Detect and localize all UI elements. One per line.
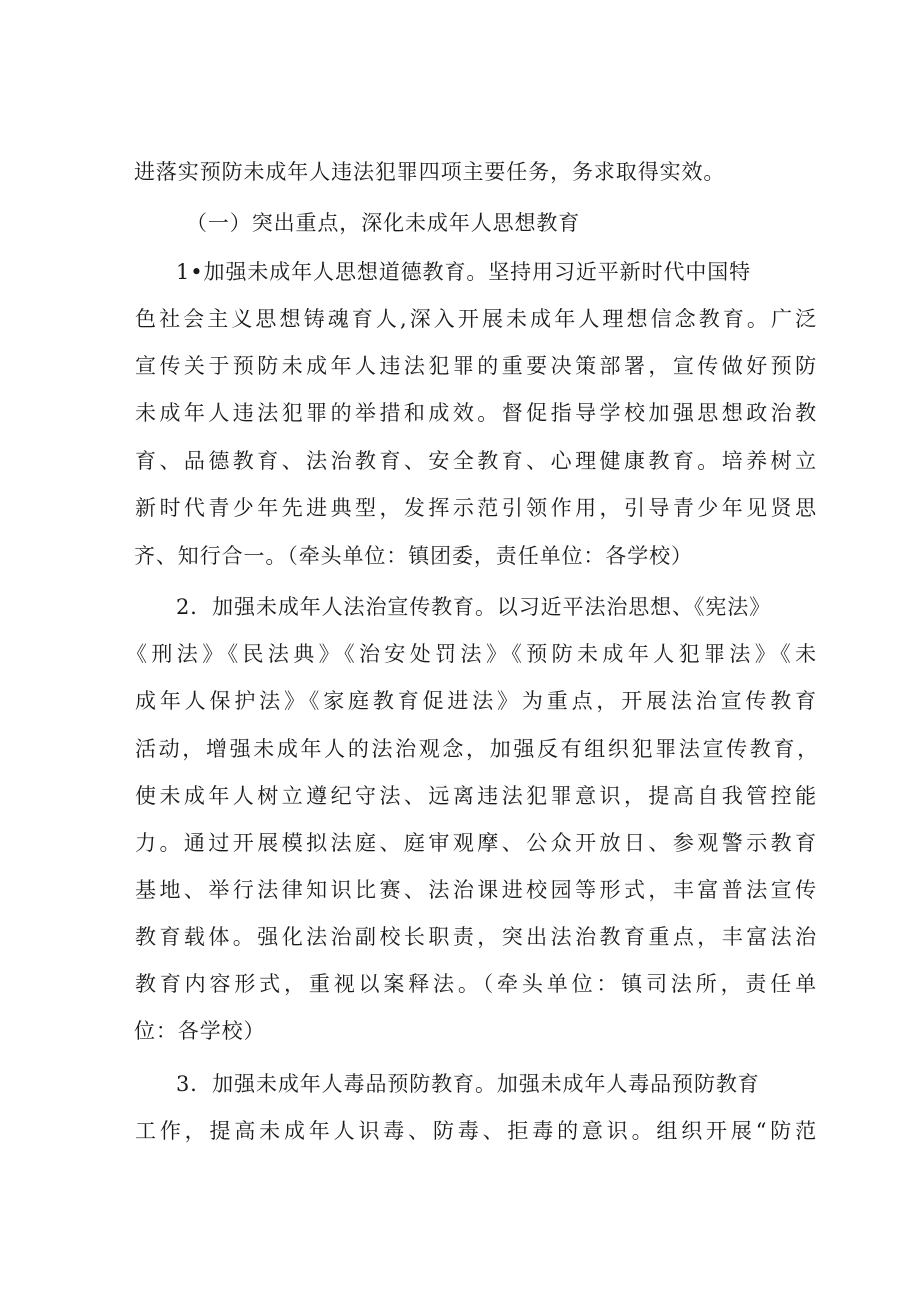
text-line: 色社会主义思想铸魂育人,深入开展未成年人理想信念教育。广泛	[135, 307, 817, 331]
text-line: 位：各学校）	[134, 1019, 266, 1043]
text-line: 成年人保护法》《家庭教育促进法》为重点，开展法治宣传教育	[135, 689, 817, 713]
text-line: 3．加强未成年人毒品预防教育。加强未成年人毒品预防教育	[176, 1072, 760, 1096]
text-line: 宣传关于预防未成年人违法犯罪的重要决策部署，宣传做好预防	[135, 354, 817, 378]
text-line: 未成年人违法犯罪的举措和成效。督促指导学校加强思想政治教	[135, 401, 817, 425]
text-line: 使未成年人树立遵纪守法、远离违法犯罪意识，提高自我管控能	[135, 784, 817, 808]
text-line: 2．加强未成年人法治宣传教育。以习近平法治思想、《宪法》	[176, 595, 772, 619]
text-line: 工作，提高未成年人识毒、防毒、拒毒的意识。组织开展“防范	[135, 1119, 817, 1143]
text-line: 1•加强未成年人思想道德教育。坚持用习近平新时代中国特	[176, 260, 752, 284]
text-line: 《刑法》《民法典》《治安处罚法》《预防未成年人犯罪法》《未	[126, 642, 817, 666]
text-line: 活动，增强未成年人的法治观念，加强反有组织犯罪法宣传教育，	[135, 737, 819, 761]
text-line: 进落实预防未成年人违法犯罪四项主要任务，务求取得实效。	[134, 160, 726, 184]
text-line: 力。通过开展模拟法庭、庭审观摩、公众开放日、参观警示教育	[135, 831, 817, 855]
text-line: 教育载体。强化法治副校长职责，突出法治教育重点，丰富法治	[135, 925, 817, 949]
text-line: 基地、举行法律知识比赛、法治课进校园等形式，丰富普法宣传	[135, 878, 817, 902]
text-line: 新时代青少年先进典型，发挥示范引领作用，引导青少年见贤思	[135, 496, 817, 520]
text-line: 教育内容形式，重视以案释法。（牵头单位：镇司法所，责任单	[135, 972, 817, 996]
text-line: 育、品德教育、法治教育、安全教育、心理健康教育。培养树立	[135, 449, 817, 473]
section-heading: （一）突出重点，深化未成年人思想教育	[186, 211, 581, 235]
text-line: 齐、知行合一。（牵头单位：镇团委，责任单位：各学校）	[134, 544, 693, 568]
